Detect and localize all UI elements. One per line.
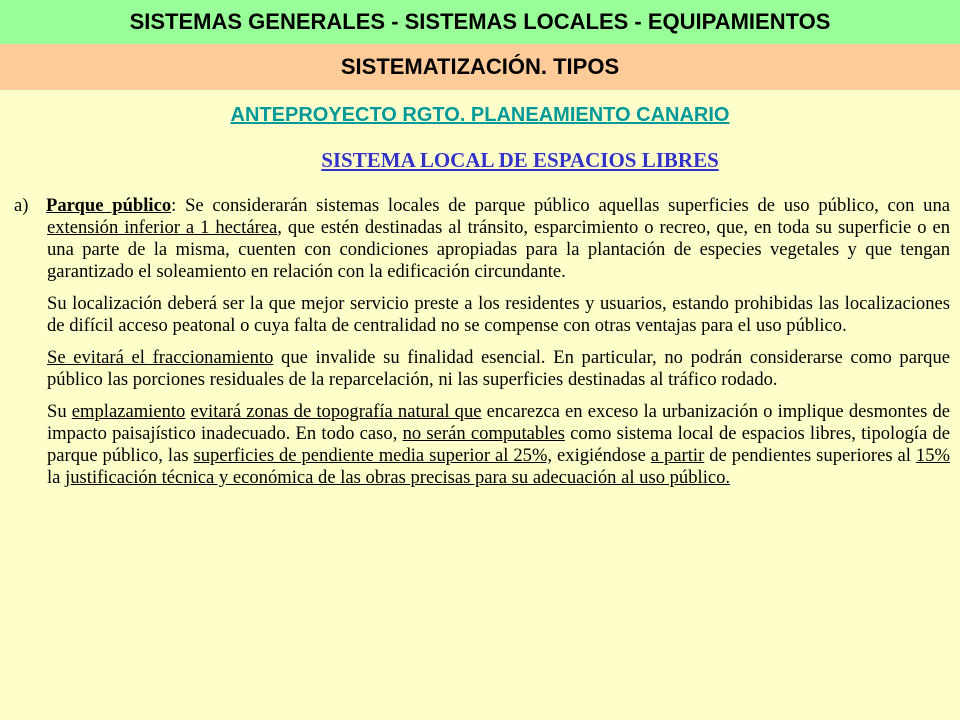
underlined-text: extensión inferior a 1 hectárea <box>47 217 278 238</box>
text: Su <box>47 401 72 422</box>
underlined-text: 15% <box>915 445 950 466</box>
text: encarezca en exceso la urbanización o implique desmontes de impacto paisajístico inadecuado. En todo caso, <box>47 401 950 444</box>
text: que invalide su finalidad esencial. En particular, no podrán considerarse como parque público las porciones residuales de la reparcelación, ni las superficies destinadas al tráfico rodado. <box>47 347 950 390</box>
document-body <box>14 195 950 499</box>
main-title-bar <box>0 0 960 44</box>
source-heading: ANTEPROYECTO RGTO. PLANEAMIENTO CANARIO <box>230 104 730 126</box>
paragraph-localizacion <box>14 293 950 337</box>
text: exigiéndose <box>552 445 651 466</box>
subtitle-bar <box>0 44 960 90</box>
text: : Se considerarán sistemas locales de parque público aquellas superficies de uso público, con una <box>171 195 950 216</box>
underlined-text: no serán computables <box>402 423 565 444</box>
underlined-text: emplazamiento <box>71 401 186 422</box>
underlined-text: evitará zonas de topografía natural que <box>190 401 482 422</box>
subtitle: SISTEMATIZACIÓN. TIPOS <box>340 54 620 79</box>
text: como sistema local de espacios libres, tipología de parque público, las <box>47 423 950 466</box>
text: Su localización deberá ser la que mejor servicio preste a los residentes y usuarios, estando prohibidas las localizaciones de difícil acceso peatonal o cuya falta de centralidad no se compense con otras ventajas para el uso público. <box>47 293 950 336</box>
paragraph-parque-publico <box>14 195 950 283</box>
paragraph-fraccionamiento <box>14 347 950 391</box>
text: de pendientes superiores al <box>704 445 916 466</box>
term-parque-publico: Parque público <box>45 195 172 216</box>
underlined-text: superficies de pendiente media superior al 25%, <box>193 445 553 466</box>
underlined-text: a partir <box>650 445 705 466</box>
underlined-text: justificación técnica y económica de las obras precisas para su adecuación al uso público. <box>65 467 731 488</box>
list-marker: a) <box>14 195 29 216</box>
text: , que estén destinadas al tránsito, esparcimiento o recreo, que, en toda su superficie o en una parte de la misma, cuenten con condiciones apropiadas para la plantación de especies vegetales y que tengan garantizado el soleamiento en relación con la edificación circundante. <box>47 217 950 282</box>
section-heading: SISTEMA LOCAL DE ESPACIOS LIBRES <box>321 148 719 172</box>
main-title: SISTEMAS GENERALES - SISTEMAS LOCALES - EQUIPAMIENTOS <box>129 9 831 34</box>
text: la <box>47 467 66 488</box>
paragraph-emplazamiento <box>14 401 950 489</box>
underlined-text: Se evitará el fraccionamiento <box>47 347 274 368</box>
